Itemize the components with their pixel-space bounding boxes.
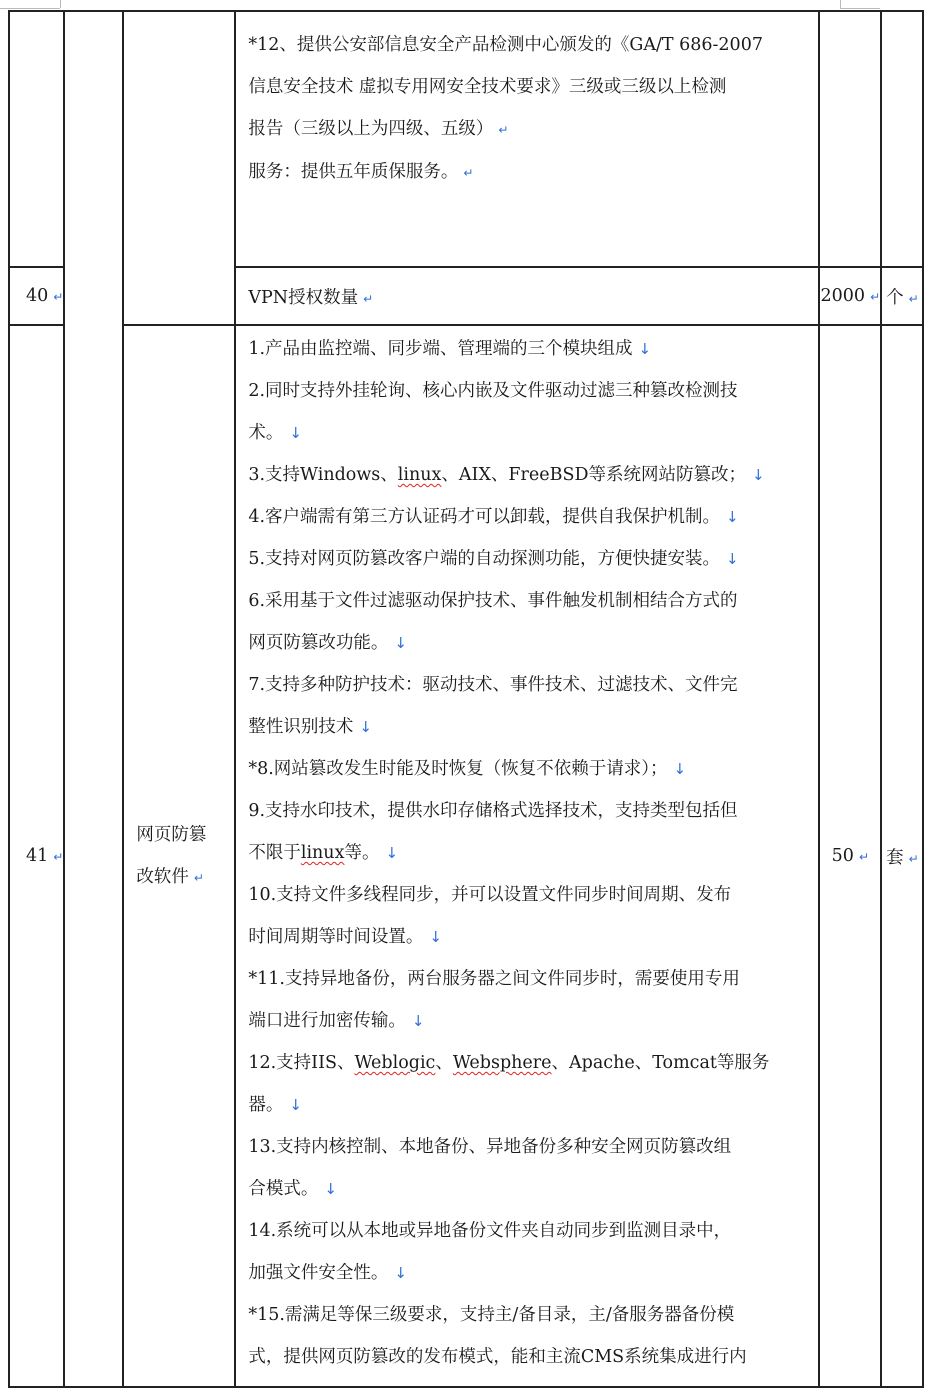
table-row: [9, 325, 923, 1387]
item-number: 41 ↵: [9, 325, 64, 1387]
ruler-mark: [840, 0, 841, 8]
unit-value: 个 ↵: [881, 267, 923, 325]
category-cell: [64, 11, 123, 1387]
line-break-icon: ↓: [726, 508, 739, 526]
line-break-icon: ↓: [752, 466, 765, 484]
spec-line: 14.系统可以从本地或异地备份文件夹自动同步到监测目录中，: [248, 1221, 732, 1241]
spec-line: 合模式。 ↓: [248, 1179, 337, 1199]
line-break-icon: ↓: [359, 718, 372, 736]
spec-line: 1.产品由监控端、同步端、管理端的三个模块组成 ↓: [248, 339, 652, 359]
spec-line: 加强文件安全性。 ↓: [248, 1263, 407, 1283]
spec-line: *11.支持异地备份，两台服务器之间文件同步时，需要使用专用: [248, 969, 740, 989]
table-row: [9, 11, 923, 267]
line-break-icon: ↓: [673, 760, 687, 778]
paragraph-mark-icon: ↵: [193, 870, 204, 885]
name-cell: [123, 11, 235, 325]
paragraph-mark-icon: ↵: [53, 290, 64, 304]
spec-line: 式，提供网页防篡改的发布模式，能和主流CMS系统集成进行内: [248, 1347, 747, 1367]
line-break-icon: ↓: [429, 928, 442, 946]
paragraph-mark-icon: ↵: [908, 291, 919, 306]
spec-line: 器。 ↓: [248, 1095, 302, 1115]
spec-cell: VPN授权数量 ↵: [235, 267, 819, 325]
unit-value: 套 ↵: [881, 325, 923, 1387]
line-break-icon: ↓: [289, 1096, 302, 1114]
paragraph-mark-icon: ↵: [870, 290, 881, 304]
spec-line: 服务：提供五年质保服务。 ↵: [248, 162, 474, 182]
spec-line: 10.支持文件多线程同步，并可以设置文件同步时间周期、发布: [248, 885, 732, 905]
item-name-line: 网页防篡: [136, 824, 207, 845]
spec-line: 整性识别技术 ↓: [248, 717, 372, 737]
line-break-icon: ↓: [394, 1264, 407, 1282]
spec-line: 12.支持IIS、Weblogic、Websphere、Apache、Tomcat等服务: [248, 1053, 770, 1073]
line-break-icon: ↓: [411, 1012, 425, 1030]
spec-line: 5.支持对网页防篡改客户端的自动探测功能，方便快捷安装。 ↓: [248, 549, 739, 569]
spec-line: *12、提供公安部信息安全产品检测中心颁发的《GA/T 686-2007: [248, 35, 763, 55]
paragraph-mark-icon: ↵: [908, 851, 919, 866]
paragraph-mark-icon: ↵: [858, 850, 870, 864]
line-break-icon: ↓: [324, 1180, 337, 1198]
spec-line: 术。 ↓: [248, 423, 302, 443]
quantity-value: 50 ↵: [819, 325, 881, 1387]
paragraph-mark-icon: ↵: [498, 123, 509, 137]
spec-line: 端口进行加密传输。 ↓: [248, 1011, 425, 1031]
spec-line: 报告（三级以上为四级、五级） ↵: [248, 119, 509, 139]
quantity-cell: [819, 11, 881, 267]
spec-line: 时间周期等时间设置。 ↓: [248, 927, 442, 947]
spec-line: 9.支持水印技术，提供水印存储格式选择技术，支持类型包括但: [248, 801, 738, 821]
spec-line: 不限于linux等。 ↓: [248, 843, 399, 863]
spec-cell: [235, 325, 819, 1387]
paragraph-mark-icon: ↵: [363, 291, 374, 306]
quantity-value: 2000 ↵: [819, 267, 881, 325]
item-name: [123, 325, 235, 1387]
line-break-icon: ↓: [638, 340, 652, 358]
item-number: 40 ↵: [9, 267, 64, 325]
ruler-mark: [60, 0, 61, 8]
paragraph-mark-icon: ↵: [463, 166, 474, 180]
spec-line: 4.客户端需有第三方认证码才可以卸载，提供自我保护机制。 ↓: [248, 507, 739, 527]
ruler-line: [840, 8, 880, 9]
spec-cell: [235, 11, 819, 267]
spec-line: *8.网站篡改发生时能及时恢复（恢复不依赖于请求）； ↓: [248, 759, 687, 779]
spec-line: 3.支持Windows、linux、AIX、FreeBSD等系统网站防篡改； ↓: [248, 465, 765, 485]
procurement-spec-table: [8, 10, 924, 1388]
spec-line: 6.采用基于文件过滤驱动保护技术、事件触发机制相结合方式的: [248, 591, 738, 611]
spec-line: 2.同时支持外挂轮询、核心内嵌及文件驱动过滤三种篡改检测技: [248, 381, 738, 401]
item-name-line: 改软件 ↵: [136, 866, 204, 887]
line-break-icon: ↓: [289, 424, 302, 442]
ruler-line: [0, 8, 60, 9]
spec-line: 7.支持多种防护技术：驱动技术、事件技术、过滤技术、文件完: [248, 675, 738, 695]
unit-cell: [881, 11, 923, 267]
line-break-icon: ↓: [726, 550, 739, 568]
spec-line: 13.支持内核控制、本地备份、异地备份多种安全网页防篡改组: [248, 1137, 732, 1157]
spec-line: *15.需满足等保三级要求，支持主/备目录，主/备服务器备份模: [248, 1305, 735, 1325]
spec-line: 信息安全技术 虚拟专用网安全技术要求》三级或三级以上检测: [248, 77, 727, 97]
paragraph-mark-icon: ↵: [53, 850, 64, 864]
line-break-icon: ↓: [394, 634, 407, 652]
number-cell: [9, 11, 64, 267]
line-break-icon: ↓: [385, 844, 399, 862]
page-top-edge: [0, 0, 930, 10]
spec-line: 网页防篡改功能。 ↓: [248, 633, 407, 653]
